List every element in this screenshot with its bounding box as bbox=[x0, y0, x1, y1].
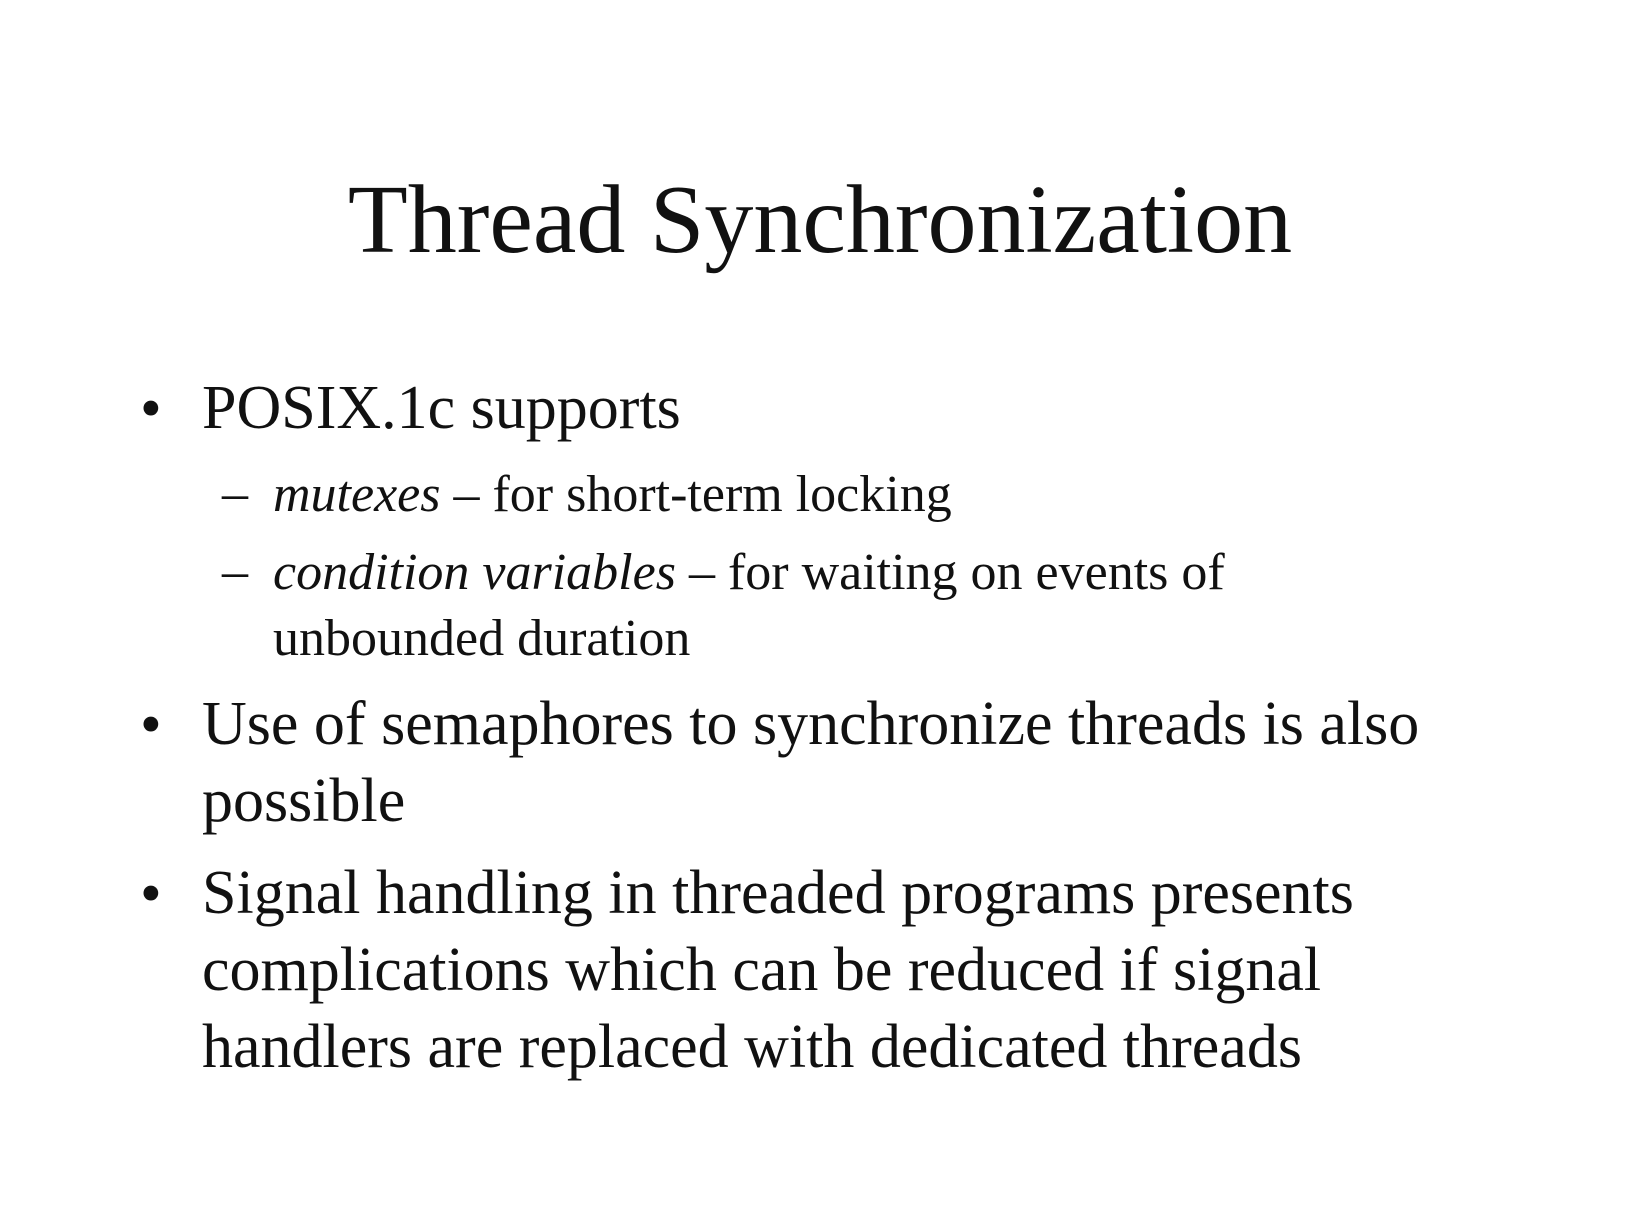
bullet-text-line1: Use of semaphores to synchronize threads is also bbox=[202, 690, 1420, 758]
dash-icon: – bbox=[222, 543, 248, 600]
dash-icon: – bbox=[222, 465, 248, 522]
bullet-text-line3: handlers are replaced with dedicated threads bbox=[202, 1013, 1302, 1081]
sub-item-desc: – for short-term locking bbox=[440, 466, 952, 523]
sub-item-desc-line2: unbounded duration bbox=[273, 610, 691, 667]
sub-item-text bbox=[273, 540, 1423, 606]
bullet-icon: • bbox=[140, 691, 162, 759]
bullet-text-line2: possible bbox=[202, 767, 406, 835]
bullet-text: POSIX.1c supports bbox=[202, 374, 681, 442]
sub-item-term: mutexes bbox=[273, 466, 441, 523]
sub-item-term: condition variables bbox=[273, 544, 676, 601]
sub-item-text bbox=[273, 462, 1423, 528]
bullet-icon: • bbox=[140, 860, 162, 928]
bullet-icon: • bbox=[140, 375, 162, 443]
bullet-text-line2: complications which can be reduced if signal bbox=[202, 936, 1322, 1004]
bullet-text-line1: Signal handling in threaded programs presents bbox=[202, 859, 1354, 927]
slide-title: Thread Synchronization bbox=[347, 166, 1293, 274]
sub-item-desc: – for waiting on events of bbox=[675, 544, 1225, 601]
